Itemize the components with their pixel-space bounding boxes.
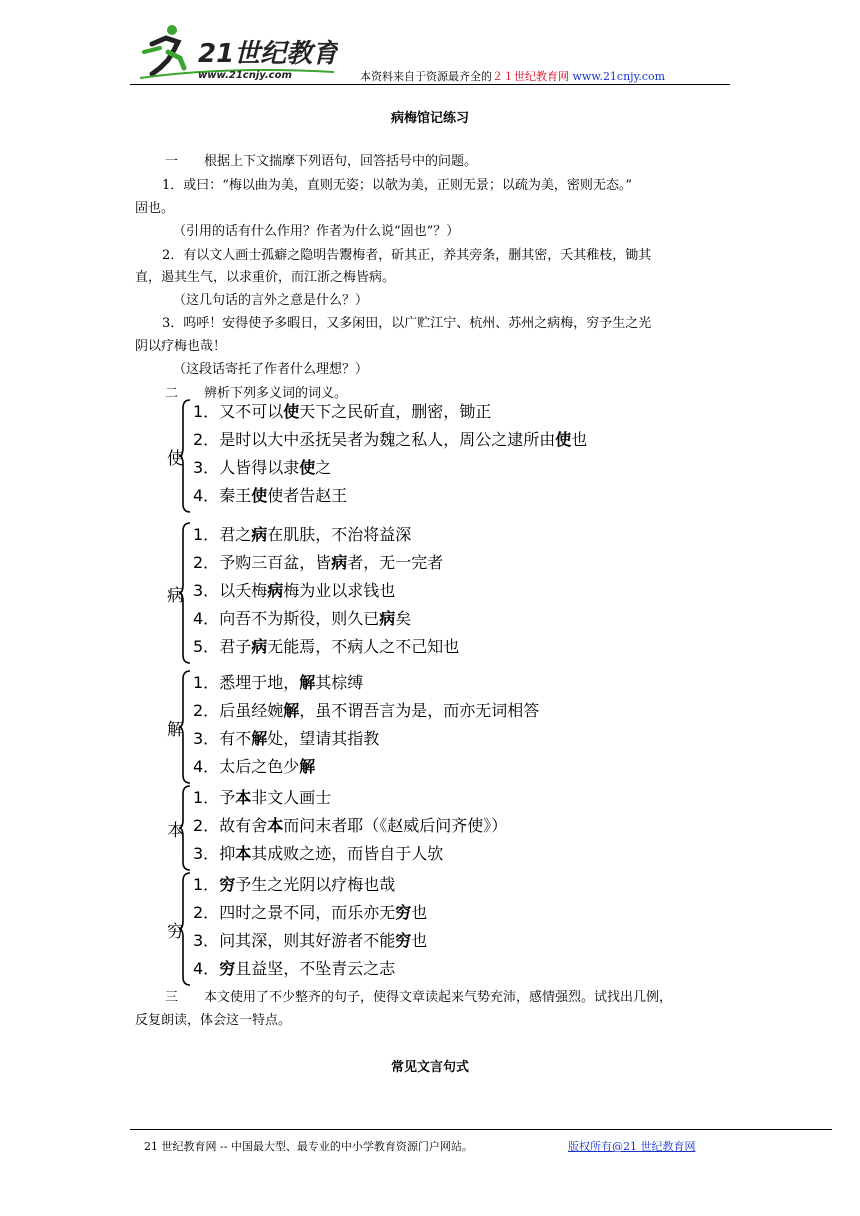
usage-pre: 君之 — [219, 525, 252, 544]
usage-key: 解 — [299, 673, 316, 692]
usage-item — [193, 577, 459, 605]
usage-item — [193, 955, 427, 983]
usage-pre: 人皆得以隶 — [219, 458, 300, 477]
usage-key: 病 — [379, 609, 396, 628]
group-char: 本 — [167, 821, 184, 841]
usage-num: 1． — [193, 673, 220, 692]
usage-post: 处，望请其指教 — [267, 729, 380, 748]
q2-question: （这几句话的言外之意是什么？） — [173, 293, 369, 308]
usage-post: 非文人画士 — [251, 788, 332, 807]
usage-key: 病 — [331, 553, 348, 572]
usage-item — [193, 633, 459, 661]
usage-item — [193, 871, 427, 899]
usage-num: 4． — [193, 757, 220, 776]
usage-item — [193, 454, 587, 482]
usage-num: 3． — [193, 729, 220, 748]
usage-item — [193, 398, 587, 426]
footer-divider — [130, 1129, 832, 1130]
group-char: 解 — [167, 720, 184, 740]
usage-post: 也 — [411, 931, 428, 950]
usage-item — [193, 669, 539, 697]
usage-key: 本 — [235, 788, 252, 807]
header-site-url[interactable]: www.21cnjy.com — [572, 70, 666, 83]
usage-item — [193, 605, 459, 633]
usage-key: 使 — [555, 430, 572, 449]
section1-heading: 一 根据上下文揣摩下列语句，回答括号中的问题。 — [165, 154, 478, 169]
usage-item — [193, 899, 427, 927]
usage-key: 病 — [267, 581, 284, 600]
usage-key: 使 — [283, 402, 300, 421]
usage-pre: 秦王 — [219, 486, 252, 505]
usage-num: 3． — [193, 931, 220, 950]
footer-copyright-link[interactable]: 版权所有@21 世纪教育网 — [568, 1140, 696, 1153]
subtitle: 常见文言句式 — [390, 1060, 469, 1075]
usage-key: 穷 — [395, 903, 412, 922]
q3-question: （这段话寄托了作者什么理想？） — [173, 362, 369, 377]
usage-post: 在肌肤，不治将益深 — [267, 525, 412, 544]
usage-post: 者，无一完者 — [347, 553, 444, 572]
usage-num: 4． — [193, 609, 220, 628]
usage-item — [193, 753, 539, 781]
usage-key: 本 — [235, 844, 252, 863]
usage-key: 解 — [299, 757, 316, 776]
usage-pre: 太后之色少 — [219, 757, 300, 776]
usage-key: 穷 — [219, 959, 236, 978]
usage-post: 也 — [411, 903, 428, 922]
usage-pre: 有不 — [219, 729, 252, 748]
usage-post: 也 — [571, 430, 588, 449]
brace-icon — [178, 521, 192, 665]
usage-post: 且益坚，不坠青云之志 — [235, 959, 396, 978]
usage-post: 其棕缚 — [315, 673, 364, 692]
usage-num: 1． — [193, 402, 220, 421]
usage-pre: 君子 — [219, 637, 252, 656]
usage-num: 2． — [193, 816, 220, 835]
usage-num: 4． — [193, 959, 220, 978]
q2-line2: 直，遏其生气，以求重价，而江浙之梅皆病。 — [135, 270, 396, 285]
section2-heading: 二 辨析下列多义词的词义。 — [165, 386, 348, 401]
q1-question: （引用的话有什么作用？作者为什么说“固也”？） — [173, 224, 460, 239]
usage-num: 3． — [193, 844, 220, 863]
usage-num: 2． — [193, 903, 220, 922]
usage-post: 梅为业以求钱也 — [283, 581, 396, 600]
usage-key: 病 — [251, 637, 268, 656]
usage-pre: 抑 — [219, 844, 236, 863]
usage-num: 3． — [193, 458, 220, 477]
usage-num: 4． — [193, 486, 220, 505]
document-title: 病梅馆记练习 — [390, 111, 469, 126]
usage-post: 之 — [315, 458, 332, 477]
usage-pre: 向吾不为斯役，则久已 — [219, 609, 380, 628]
section3-line2: 反复朗读，体会这一特点。 — [135, 1013, 292, 1028]
usage-pre: 予购三百盆，皆 — [219, 553, 332, 572]
usage-pre: 又不可以 — [219, 402, 284, 421]
usage-num: 2． — [193, 430, 220, 449]
usage-num: 5． — [193, 637, 220, 656]
brace-icon — [178, 398, 192, 514]
usage-item — [193, 482, 587, 510]
usage-key: 病 — [251, 525, 268, 544]
usage-post: ，虽不谓吾言为是，而亦无词相答 — [299, 701, 540, 720]
logo-url: www.21cnjy.com — [198, 70, 292, 81]
usage-item — [193, 812, 507, 840]
section3-line1: 三 本文使用了不少整齐的句子，使得文章读起来气势充沛，感情强烈。试找出几例， — [165, 990, 673, 1005]
usage-item — [193, 549, 459, 577]
usage-post: 其成败之迹，而皆自于人欤 — [251, 844, 444, 863]
usage-item — [193, 725, 539, 753]
q1-line1: 1．或曰：“梅以曲为美，直则无姿；以欹为美，正则无景；以疏为美，密则无态。” — [162, 178, 633, 193]
group-char: 穷 — [167, 922, 184, 942]
usage-pre: 四时之景不同，而乐亦无 — [219, 903, 396, 922]
usage-item — [193, 927, 427, 955]
usage-post: 天下之民斫直，删密，锄正 — [299, 402, 492, 421]
usage-item — [193, 784, 507, 812]
site-logo — [138, 22, 338, 84]
usage-key: 穷 — [395, 931, 412, 950]
usage-item — [193, 697, 539, 725]
header-prefix: 本资料来自于资源最齐全的 — [360, 70, 492, 83]
q1-line2: 固也。 — [135, 201, 175, 216]
group-char: 使 — [167, 449, 184, 469]
brace-icon — [178, 871, 192, 987]
usage-pre: 悉埋于地， — [219, 673, 300, 692]
usage-item — [193, 521, 459, 549]
header-source-line — [360, 68, 665, 84]
usage-num: 2． — [193, 701, 220, 720]
usage-key: 本 — [267, 816, 284, 835]
usage-pre: 后虽经婉 — [219, 701, 284, 720]
usage-pre: 是时以大中丞抚吴者为魏之私人，周公之逮所由 — [219, 430, 556, 449]
logo-text: 21世纪教育 — [198, 39, 338, 69]
usage-item — [193, 426, 587, 454]
q3-line2: 阴以疗梅也哉！ — [135, 339, 227, 354]
usage-num: 2． — [193, 553, 220, 572]
q2-line1: 2．有以文人画士孤癖之隐明告鬻梅者，斫其正，养其旁条，删其密，夭其稚枝，锄其 — [162, 248, 652, 263]
usage-pre: 问其深，则其好游者不能 — [219, 931, 396, 950]
usage-num: 1． — [193, 875, 220, 894]
usage-key: 解 — [251, 729, 268, 748]
footer-text: 21 世纪教育网 -- 中国最大型、最专业的中小学教育资源门户网站。 — [144, 1140, 473, 1153]
usage-item — [193, 840, 507, 868]
usage-key: 使 — [251, 486, 268, 505]
q3-line1: 3．呜呼！安得使予多暇日，又多闲田，以广贮江宁、杭州、苏州之病梅，穷予生之光 — [162, 316, 652, 331]
group-char: 病 — [167, 586, 184, 606]
usage-pre: 予 — [219, 788, 236, 807]
usage-post: 使者告赵王 — [267, 486, 348, 505]
usage-pre: 以夭梅 — [219, 581, 268, 600]
usage-post: 矣 — [395, 609, 412, 628]
header-divider — [130, 84, 730, 85]
usage-num: 3． — [193, 581, 220, 600]
header-site-name[interactable]: ２１世纪教育网 — [492, 70, 569, 83]
usage-post: 而问末者耶（《赵威后问齐使》） — [283, 816, 508, 835]
usage-key: 穷 — [219, 875, 236, 894]
usage-key: 解 — [283, 701, 300, 720]
usage-num: 1． — [193, 788, 220, 807]
usage-pre: 故有舍 — [219, 816, 268, 835]
usage-post: 予生之光阴以疗梅也哉 — [235, 875, 396, 894]
running-figure-icon — [144, 25, 184, 74]
usage-num: 1． — [193, 525, 220, 544]
brace-icon — [178, 669, 192, 785]
usage-key: 使 — [299, 458, 316, 477]
usage-post: 无能焉，不病人之不己知也 — [267, 637, 460, 656]
brace-icon — [178, 784, 192, 872]
